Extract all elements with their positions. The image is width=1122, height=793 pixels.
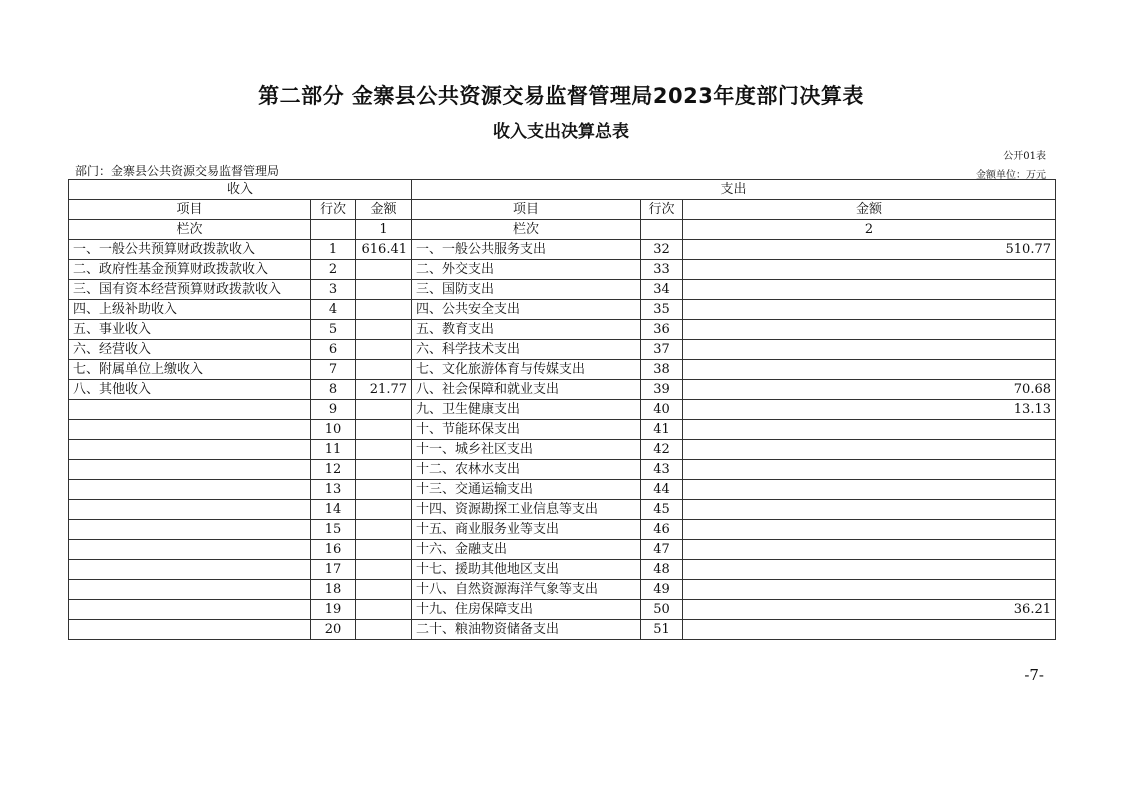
income-item-cell: 六、经营收入 xyxy=(69,340,311,360)
header-expense-amount: 金额 xyxy=(683,200,1056,220)
income-line-cell: 10 xyxy=(311,420,356,440)
income-amount-cell xyxy=(356,460,412,480)
income-item-cell: 四、上级补助收入 xyxy=(69,300,311,320)
income-amount-cell xyxy=(356,600,412,620)
expense-line-cell: 34 xyxy=(641,280,683,300)
expense-line-cell: 42 xyxy=(641,440,683,460)
header-income-item: 项目 xyxy=(69,200,311,220)
income-line-cell: 4 xyxy=(311,300,356,320)
income-line-cell: 19 xyxy=(311,600,356,620)
income-item-cell xyxy=(69,540,311,560)
table-row xyxy=(69,360,1056,380)
income-amount-cell xyxy=(356,420,412,440)
expense-line-cell: 32 xyxy=(641,240,683,260)
expense-item-cell: 十二、农林水支出 xyxy=(412,460,641,480)
income-amount-cell xyxy=(356,580,412,600)
income-amount-cell xyxy=(356,260,412,280)
income-line-cell: 9 xyxy=(311,400,356,420)
income-amount-cell xyxy=(356,320,412,340)
income-item-cell xyxy=(69,560,311,580)
table-row xyxy=(69,300,1056,320)
header-row-column-index xyxy=(69,220,1056,240)
expense-line-cell: 44 xyxy=(641,480,683,500)
expense-item-cell: 三、国防支出 xyxy=(412,280,641,300)
table-row xyxy=(69,480,1056,500)
expense-item-cell: 十三、交通运输支出 xyxy=(412,480,641,500)
expense-item-cell: 十八、自然资源海洋气象等支出 xyxy=(412,580,641,600)
income-line-cell: 16 xyxy=(311,540,356,560)
table-row xyxy=(69,240,1056,260)
header-expense-item: 项目 xyxy=(412,200,641,220)
expense-line-cell: 33 xyxy=(641,260,683,280)
expense-item-cell: 四、公共安全支出 xyxy=(412,300,641,320)
header-row-columns xyxy=(69,200,1056,220)
income-amount-cell xyxy=(356,540,412,560)
expense-line-cell: 46 xyxy=(641,520,683,540)
page-title: 第二部分 金寨县公共资源交易监督管理局2023年度部门决算表 xyxy=(258,84,864,108)
header-income: 收入 xyxy=(69,180,412,200)
table-row xyxy=(69,600,1056,620)
table-body xyxy=(69,180,1056,640)
expense-line-cell: 40 xyxy=(641,400,683,420)
income-column-number: 1 xyxy=(356,220,412,240)
income-item-cell xyxy=(69,500,311,520)
income-item-cell xyxy=(69,620,311,640)
expense-item-cell: 五、教育支出 xyxy=(412,320,641,340)
expense-column-blank xyxy=(641,220,683,240)
expense-amount-cell xyxy=(683,320,1056,340)
income-amount-cell: 21.77 xyxy=(356,380,412,400)
expense-item-cell: 一、一般公共服务支出 xyxy=(412,240,641,260)
header-expense-line: 行次 xyxy=(641,200,683,220)
income-amount-cell xyxy=(356,300,412,320)
expense-amount-cell xyxy=(683,440,1056,460)
expense-amount-cell: 70.68 xyxy=(683,380,1056,400)
header-expense: 支出 xyxy=(412,180,1056,200)
expense-amount-cell xyxy=(683,280,1056,300)
expense-amount-cell: 13.13 xyxy=(683,400,1056,420)
income-item-cell xyxy=(69,440,311,460)
table-row xyxy=(69,580,1056,600)
expense-item-cell: 二十、粮油物资储备支出 xyxy=(412,620,641,640)
table-row xyxy=(69,460,1056,480)
expense-column-label: 栏次 xyxy=(412,220,641,240)
expense-line-cell: 48 xyxy=(641,560,683,580)
expense-amount-cell xyxy=(683,500,1056,520)
income-line-cell: 6 xyxy=(311,340,356,360)
unit-label: 金额单位：万元 xyxy=(976,170,1046,181)
budget-table xyxy=(68,179,1056,640)
header-row-sections xyxy=(69,180,1056,200)
income-line-cell: 8 xyxy=(311,380,356,400)
department-label: 部门：金寨县公共资源交易监督管理局 xyxy=(75,164,280,178)
expense-amount-cell: 510.77 xyxy=(683,240,1056,260)
income-item-cell xyxy=(69,460,311,480)
income-item-cell xyxy=(69,520,311,540)
expense-line-cell: 50 xyxy=(641,600,683,620)
table-row xyxy=(69,340,1056,360)
income-line-cell: 15 xyxy=(311,520,356,540)
expense-line-cell: 49 xyxy=(641,580,683,600)
expense-line-cell: 47 xyxy=(641,540,683,560)
expense-item-cell: 八、社会保障和就业支出 xyxy=(412,380,641,400)
expense-item-cell: 二、外交支出 xyxy=(412,260,641,280)
income-amount-cell xyxy=(356,360,412,380)
header-income-line: 行次 xyxy=(311,200,356,220)
expense-item-cell: 十七、援助其他地区支出 xyxy=(412,560,641,580)
expense-amount-cell xyxy=(683,620,1056,640)
income-item-cell xyxy=(69,400,311,420)
expense-item-cell: 六、科学技术支出 xyxy=(412,340,641,360)
expense-amount-cell xyxy=(683,520,1056,540)
expense-amount-cell xyxy=(683,480,1056,500)
income-amount-cell xyxy=(356,280,412,300)
income-amount-cell xyxy=(356,620,412,640)
income-line-cell: 20 xyxy=(311,620,356,640)
income-line-cell: 2 xyxy=(311,260,356,280)
table-row xyxy=(69,520,1056,540)
income-amount-cell xyxy=(356,500,412,520)
table-row xyxy=(69,380,1056,400)
expense-line-cell: 39 xyxy=(641,380,683,400)
income-line-cell: 12 xyxy=(311,460,356,480)
income-amount-cell: 616.41 xyxy=(356,240,412,260)
income-line-cell: 1 xyxy=(311,240,356,260)
income-amount-cell xyxy=(356,520,412,540)
expense-line-cell: 36 xyxy=(641,320,683,340)
expense-amount-cell xyxy=(683,540,1056,560)
expense-amount-cell xyxy=(683,560,1056,580)
income-column-label: 栏次 xyxy=(69,220,311,240)
income-amount-cell xyxy=(356,340,412,360)
income-item-cell: 五、事业收入 xyxy=(69,320,311,340)
expense-amount-cell xyxy=(683,460,1056,480)
income-item-cell: 八、其他收入 xyxy=(69,380,311,400)
expense-item-cell: 十六、金融支出 xyxy=(412,540,641,560)
income-item-cell: 七、附属单位上缴收入 xyxy=(69,360,311,380)
table-row xyxy=(69,420,1056,440)
page-number: -7- xyxy=(1024,666,1044,684)
income-item-cell xyxy=(69,580,311,600)
expense-amount-cell: 36.21 xyxy=(683,600,1056,620)
income-item-cell: 三、国有资本经营预算财政拨款收入 xyxy=(69,280,311,300)
form-code: 公开01表 xyxy=(1003,151,1046,162)
income-amount-cell xyxy=(356,560,412,580)
income-item-cell xyxy=(69,480,311,500)
expense-line-cell: 41 xyxy=(641,420,683,440)
expense-amount-cell xyxy=(683,360,1056,380)
expense-line-cell: 35 xyxy=(641,300,683,320)
expense-item-cell: 九、卫生健康支出 xyxy=(412,400,641,420)
income-line-cell: 17 xyxy=(311,560,356,580)
income-item-cell: 一、一般公共预算财政拨款收入 xyxy=(69,240,311,260)
expense-column-number: 2 xyxy=(683,220,1056,240)
income-amount-cell xyxy=(356,440,412,460)
table-row xyxy=(69,260,1056,280)
income-item-cell xyxy=(69,600,311,620)
table-row xyxy=(69,560,1056,580)
income-line-cell: 14 xyxy=(311,500,356,520)
expense-item-cell: 十、节能环保支出 xyxy=(412,420,641,440)
expense-item-cell: 七、文化旅游体育与传媒支出 xyxy=(412,360,641,380)
table-row xyxy=(69,400,1056,420)
expense-line-cell: 37 xyxy=(641,340,683,360)
expense-amount-cell xyxy=(683,340,1056,360)
expense-line-cell: 45 xyxy=(641,500,683,520)
table-row xyxy=(69,500,1056,520)
table-row xyxy=(69,540,1056,560)
expense-amount-cell xyxy=(683,420,1056,440)
income-item-cell: 二、政府性基金预算财政拨款收入 xyxy=(69,260,311,280)
expense-amount-cell xyxy=(683,580,1056,600)
expense-line-cell: 51 xyxy=(641,620,683,640)
income-item-cell xyxy=(69,420,311,440)
income-amount-cell xyxy=(356,480,412,500)
expense-item-cell: 十四、资源勘探工业信息等支出 xyxy=(412,500,641,520)
expense-line-cell: 43 xyxy=(641,460,683,480)
table-row xyxy=(69,440,1056,460)
income-line-cell: 7 xyxy=(311,360,356,380)
expense-amount-cell xyxy=(683,260,1056,280)
table-row xyxy=(69,280,1056,300)
income-line-cell: 3 xyxy=(311,280,356,300)
income-line-cell: 18 xyxy=(311,580,356,600)
income-line-cell: 11 xyxy=(311,440,356,460)
expense-item-cell: 十一、城乡社区支出 xyxy=(412,440,641,460)
income-amount-cell xyxy=(356,400,412,420)
expense-line-cell: 38 xyxy=(641,360,683,380)
page-subtitle: 收入支出决算总表 xyxy=(493,122,629,142)
table-row xyxy=(69,320,1056,340)
income-column-blank xyxy=(311,220,356,240)
header-income-amount: 金额 xyxy=(356,200,412,220)
expense-amount-cell xyxy=(683,300,1056,320)
income-line-cell: 13 xyxy=(311,480,356,500)
table-row xyxy=(69,620,1056,640)
expense-item-cell: 十九、住房保障支出 xyxy=(412,600,641,620)
income-line-cell: 5 xyxy=(311,320,356,340)
expense-item-cell: 十五、商业服务业等支出 xyxy=(412,520,641,540)
